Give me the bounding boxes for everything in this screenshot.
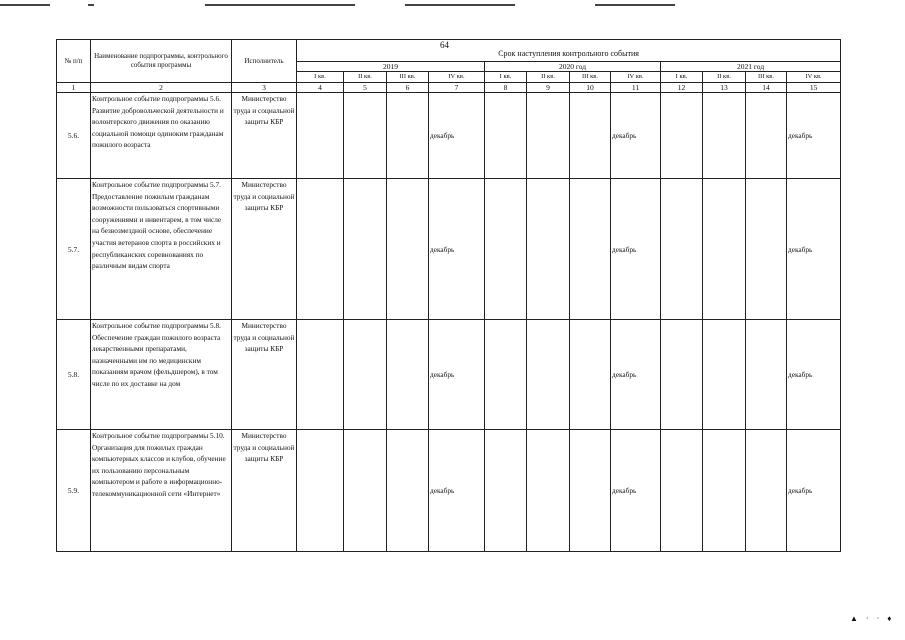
quarter-cell bbox=[485, 179, 527, 320]
quarter-cell: декабрь bbox=[611, 320, 661, 430]
quarter-cell bbox=[527, 320, 570, 430]
quarter-cell bbox=[485, 430, 527, 552]
quarter-cell: декабрь bbox=[429, 320, 485, 430]
executor: Министерство труда и социальной защиты КБР bbox=[232, 179, 297, 320]
quarter-cell bbox=[387, 93, 429, 179]
quarter-cell: декабрь bbox=[611, 179, 661, 320]
quarter-cell: декабрь bbox=[611, 93, 661, 179]
control-events-table bbox=[56, 39, 841, 552]
quarter-header: II кв. bbox=[527, 72, 570, 83]
quarter-header: II кв. bbox=[703, 72, 746, 83]
row-number: 5.9. bbox=[57, 430, 91, 552]
quarter-cell bbox=[661, 430, 703, 552]
quarter-cell: декабрь bbox=[787, 179, 841, 320]
quarter-cell bbox=[527, 430, 570, 552]
scan-marks: ▲ · · ♦ bbox=[850, 614, 895, 623]
quarter-header: IV кв. bbox=[787, 72, 841, 83]
quarter-cell bbox=[344, 430, 387, 552]
column-number: 14 bbox=[746, 83, 787, 93]
quarter-cell bbox=[297, 320, 344, 430]
quarter-cell bbox=[297, 430, 344, 552]
quarter-cell bbox=[746, 93, 787, 179]
quarter-cell: декабрь bbox=[611, 430, 661, 552]
quarter-cell bbox=[703, 320, 746, 430]
quarter-cell bbox=[570, 320, 611, 430]
quarter-cell bbox=[527, 179, 570, 320]
quarter-cell bbox=[344, 179, 387, 320]
quarter-header: I кв. bbox=[485, 72, 527, 83]
column-number: 5 bbox=[344, 83, 387, 93]
header-executor: Исполнитель bbox=[232, 40, 297, 83]
quarter-cell bbox=[746, 430, 787, 552]
column-number: 1 bbox=[57, 83, 91, 93]
quarter-header: I кв. bbox=[297, 72, 344, 83]
row-number: 5.7. bbox=[57, 179, 91, 320]
page-number: 64 bbox=[440, 40, 449, 50]
quarter-cell: декабрь bbox=[429, 93, 485, 179]
top-scan-lines bbox=[0, 0, 905, 10]
quarter-cell: декабрь bbox=[787, 93, 841, 179]
year-2021: 2021 год bbox=[661, 62, 841, 72]
column-number: 13 bbox=[703, 83, 746, 93]
quarter-cell bbox=[387, 320, 429, 430]
quarter-cell bbox=[485, 320, 527, 430]
quarter-cell bbox=[661, 179, 703, 320]
year-2019: 2019 bbox=[297, 62, 485, 72]
quarter-cell bbox=[387, 179, 429, 320]
table-row bbox=[57, 320, 841, 430]
column-number: 10 bbox=[570, 83, 611, 93]
executor: Министерство труда и социальной защиты КБР bbox=[232, 430, 297, 552]
column-number: 2 bbox=[91, 83, 232, 93]
event-name: Контрольное событие подпрограммы 5.7. Предоставление пожилым гражданам возможности пользоваться спортивными сооружениями и инвентарем, в том числе на безвозмездной основе, обеспечение участия ветеранов спорта в российских и республиканских соревнованиях по различным видам спорта bbox=[91, 179, 232, 320]
column-number: 11 bbox=[611, 83, 661, 93]
quarter-header: IV кв. bbox=[611, 72, 661, 83]
year-2020: 2020 год bbox=[485, 62, 661, 72]
column-number: 9 bbox=[527, 83, 570, 93]
quarter-cell bbox=[387, 430, 429, 552]
quarter-cell bbox=[297, 93, 344, 179]
quarter-cell bbox=[703, 179, 746, 320]
quarter-header: I кв. bbox=[661, 72, 703, 83]
event-name: Контрольное событие подпрограммы 5.6. Развитие добровольческой деятельности и волонтерского движения по оказанию социальной помощи одиноким гражданам пожилого возраста bbox=[91, 93, 232, 179]
quarter-cell bbox=[344, 93, 387, 179]
row-number: 5.6. bbox=[57, 93, 91, 179]
column-number: 6 bbox=[387, 83, 429, 93]
quarter-cell: декабрь bbox=[787, 320, 841, 430]
quarter-header: III кв. bbox=[746, 72, 787, 83]
table-row bbox=[57, 179, 841, 320]
row-number: 5.8. bbox=[57, 320, 91, 430]
quarter-cell: декабрь bbox=[429, 179, 485, 320]
quarter-header: III кв. bbox=[570, 72, 611, 83]
event-name: Контрольное событие подпрограммы 5.10. Организация для пожилых граждан компьютерных классов и клубов, обучение их пользованию персональным компьютером и работе в информационно-телекоммуникационной сети «Интернет» bbox=[91, 430, 232, 552]
quarter-cell bbox=[570, 179, 611, 320]
quarter-cell: декабрь bbox=[787, 430, 841, 552]
column-number: 12 bbox=[661, 83, 703, 93]
quarter-cell bbox=[661, 320, 703, 430]
quarter-cell bbox=[570, 93, 611, 179]
quarter-cell bbox=[661, 93, 703, 179]
executor: Министерство труда и социальной защиты КБР bbox=[232, 320, 297, 430]
quarter-cell bbox=[570, 430, 611, 552]
quarter-cell bbox=[485, 93, 527, 179]
quarter-cell bbox=[746, 320, 787, 430]
quarter-cell bbox=[297, 179, 344, 320]
quarter-cell bbox=[703, 93, 746, 179]
event-name: Контрольное событие подпрограммы 5.8. Обеспечение граждан пожилого возраста лекарственными препаратами, назначенными им по медицинским показаниям врачом (фельдшером), в том числе по их доставке на дом bbox=[91, 320, 232, 430]
column-number: 8 bbox=[485, 83, 527, 93]
table-row bbox=[57, 430, 841, 552]
quarter-cell bbox=[527, 93, 570, 179]
quarter-cell bbox=[344, 320, 387, 430]
quarter-cell bbox=[703, 430, 746, 552]
quarter-header: IV кв. bbox=[429, 72, 485, 83]
column-number: 7 bbox=[429, 83, 485, 93]
column-number: 4 bbox=[297, 83, 344, 93]
header-name: Наименование подпрограммы, контрольного события программы bbox=[91, 40, 232, 83]
quarter-cell: декабрь bbox=[429, 430, 485, 552]
column-number: 15 bbox=[787, 83, 841, 93]
quarter-header: III кв. bbox=[387, 72, 429, 83]
column-number: 3 bbox=[232, 83, 297, 93]
header-deadline: Срок наступления контрольного события bbox=[297, 40, 841, 62]
executor: Министерство труда и социальной защиты КБР bbox=[232, 93, 297, 179]
quarter-cell bbox=[746, 179, 787, 320]
quarter-header: II кв. bbox=[344, 72, 387, 83]
table-row bbox=[57, 93, 841, 179]
header-num: № п/п bbox=[57, 40, 91, 83]
